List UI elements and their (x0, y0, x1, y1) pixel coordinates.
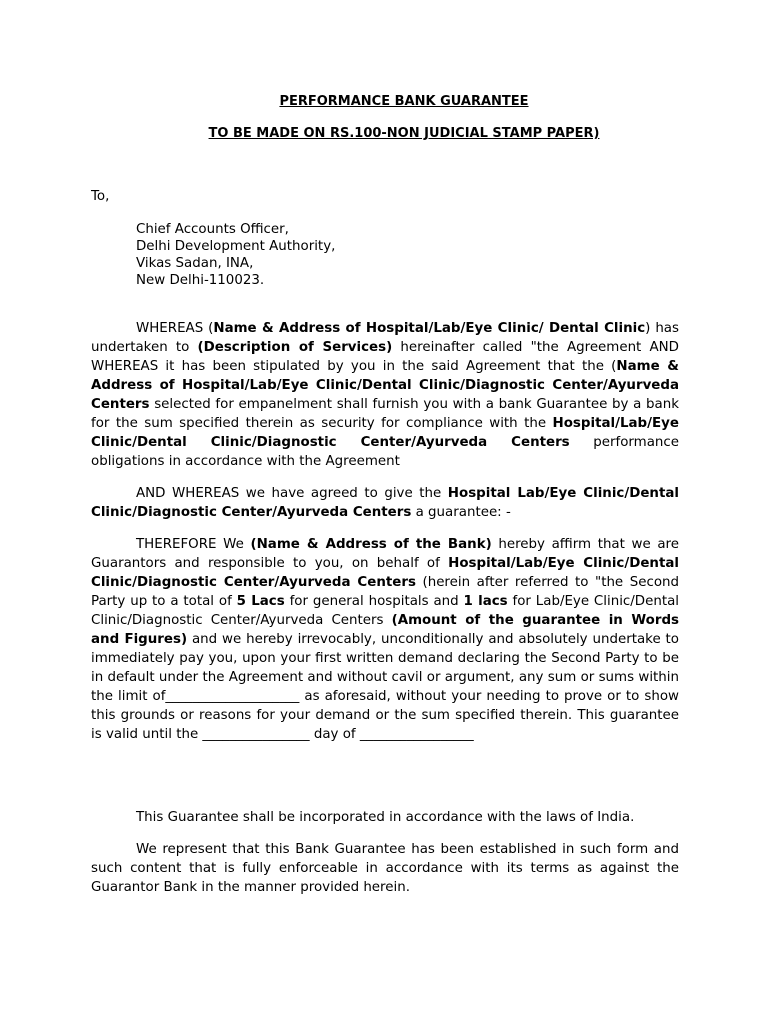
text: for general hospitals and (284, 594, 464, 609)
bold-text: Name & Address of Hospital/Lab/Eye Clinic/ Dental Clinic (213, 321, 646, 336)
bold-text: Name & Address of Hospital/Lab/Eye Clinic/Dental Clinic/Diagnostic Center/Ayurveda Centers (91, 359, 679, 412)
text: We represent that this Bank Guarantee has been established in such form and such content that is fully enforceable in accordance with its terms as against the Guarantor Bank in the manner provided herein. (91, 842, 679, 895)
address-line: New Delhi-110023. (136, 273, 265, 288)
bold-text: Hospital/Lab/Eye Clinic/Dental Clinic/Diagnostic Center/Ayurveda Centers (91, 556, 679, 590)
text: (herein after referred to "the Second Party up to a total of (91, 575, 679, 609)
text: performance obligations in accordance with the Agreement (91, 435, 679, 469)
address-line: Chief Accounts Officer, (136, 222, 289, 237)
text: ) has undertaken to (91, 321, 679, 355)
text: hereby affirm that we are Guarantors and responsible to you, on behalf of (91, 537, 680, 571)
representation-paragraph (91, 840, 679, 897)
text: and we hereby irrevocably, unconditionally and absolutely undertake to immediately pay you, upon your first written demand declaring the Second Party to be in default under the Agreement and without cavil or argument, any sum or sums within the limit of____________________ as aforesaid, without your needing to prove or to show this grounds or reasons for your demand or the sum specified therein. This guarantee is valid until the ________________ day of _________________ (91, 632, 680, 742)
text: This Guarantee shall be incorporated in accordance with the laws of India. (136, 810, 635, 825)
salutation: To, (91, 189, 110, 204)
recipient-address (136, 221, 335, 289)
laws-paragraph (91, 808, 679, 827)
text: hereinafter called "the Agreement AND WHEREAS it has been stipulated by you in the said Agreement that the ( (91, 340, 679, 374)
bold-text: Hospital Lab/Eye Clinic/Dental Clinic/Diagnostic Center/Ayurveda Centers (91, 486, 679, 520)
document-subtitle: TO BE MADE ON RS.100-NON JUDICIAL STAMP PAPER) (208, 126, 600, 141)
bold-text: (Amount of the guarantee in Words and Figures) (91, 613, 680, 647)
bold-text: 5 Lacs (236, 594, 285, 609)
text: for Lab/Eye Clinic/Dental Clinic/Diagnostic Center/Ayurveda Centers (91, 594, 680, 628)
bold-text: (Name & Address of the Bank) (250, 537, 492, 552)
text: WHEREAS ( (136, 321, 214, 336)
whereas-paragraph (91, 319, 679, 471)
bold-text: Hospital/Lab/Eye Clinic/Dental Clinic/Diagnostic Center/Ayurveda Centers (91, 416, 679, 450)
text: a guarantee: - (411, 505, 511, 520)
and-whereas-paragraph (91, 484, 679, 522)
bold-text: (Description of Services) (197, 340, 393, 355)
bold-text: 1 lacs (463, 594, 508, 609)
text: selected for empanelment shall furnish you with a bank Guarantee by a bank for the sum specified therein as security for compliance with the (91, 397, 679, 431)
address-line: Delhi Development Authority, (136, 239, 336, 254)
text: THEREFORE We (136, 537, 251, 552)
address-line: Vikas Sadan, INA, (136, 256, 254, 271)
document-title: PERFORMANCE BANK GUARANTEE (279, 94, 529, 109)
therefore-paragraph (91, 535, 679, 744)
text: AND WHEREAS we have agreed to give the (136, 486, 448, 501)
